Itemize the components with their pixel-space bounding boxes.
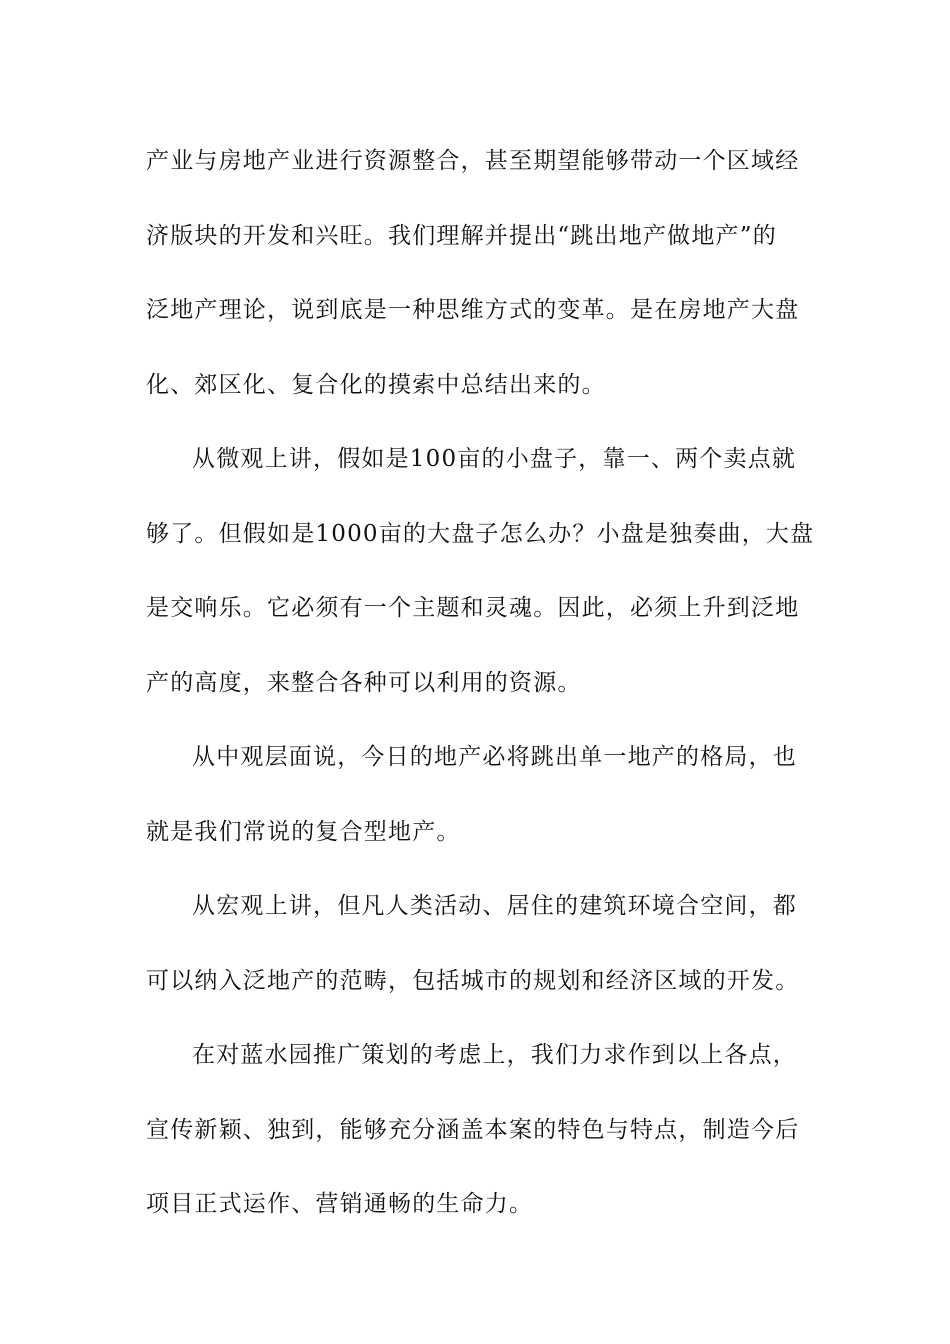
text-line: 宣传新颖、独到，能够充分涵盖本案的特色与特点，制造今后 [146,1116,800,1143]
text-line: 泛地产理论，说到底是一种思维方式的变革。是在房地产大盘 [146,297,800,323]
text-line: 化、郊区化、复合化的摸索中总结出来的。 [146,371,606,398]
text-line: 项目正式运作、营销通畅的生命力。 [146,1191,534,1217]
text-line: 就是我们常说的复合型地产。 [146,818,461,845]
text-line: 够了。但假如是1000亩的大盘子怎么办？小盘是独奏曲，大盘 [146,520,815,547]
body-text [146,124,815,1242]
paragraph-start-line: 从中观层面说，今日的地产必将跳出单一地产的格局，也 [192,744,797,770]
text-line: 济版块的开发和兴旺。我们理解并提出“跳出地产做地产”的 [146,222,777,249]
text-line: 可以纳入泛地产的范畴，包括城市的规划和经济区域的开发。 [146,967,800,994]
paragraph-start-line: 从宏观上讲，但凡人类活动、居住的建筑环境合空间，都 [192,893,797,919]
text-line: 产的高度，来整合各种可以利用的资源。 [146,669,582,696]
text-line: 产业与房地产业进行资源整合，甚至期望能够带动一个区域经 [146,148,800,174]
paragraph-start-line: 在对蓝水园推广策划的考虑上，我们力求作到以上各点， [192,1042,797,1068]
text-line: 是交响乐。它必须有一个主题和灵魂。因此，必须上升到泛地 [146,595,800,621]
paragraph-start-line: 从微观上讲，假如是100亩的小盘子，靠一、两个卖点就 [192,446,797,472]
